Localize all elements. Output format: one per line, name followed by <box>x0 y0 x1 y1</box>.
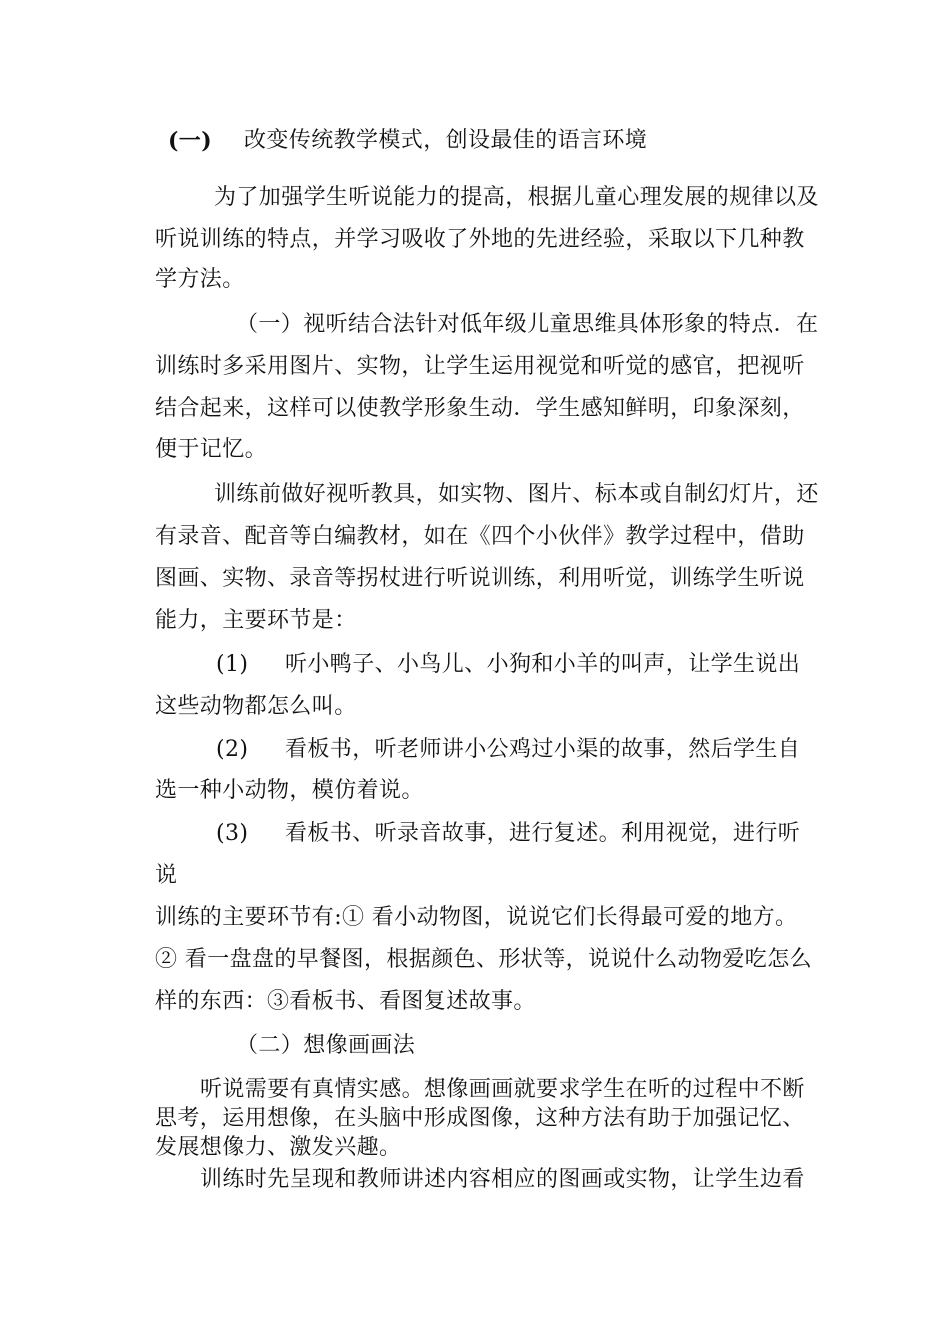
list-item-text: 选一种小动物，模仿着说。 <box>155 778 424 803</box>
list-item-number: (1) <box>216 652 249 677</box>
paragraph-line: 样的东西：③看板书、看图复述故事。 <box>155 989 536 1014</box>
section-heading: 改变传统教学模式，创设最佳的语言环境 <box>244 128 648 153</box>
paragraph-line: 训练的主要环节有:① 看小动物图，说说它们长得最可爱的地方。 <box>155 905 798 930</box>
paragraph-line: 图画、实物、录音等拐杖进行听说训练，利用听觉，训练学生听说 <box>155 566 805 591</box>
paragraph-line: 有录音、配音等白编教材，如在《四个小伙伴》教学过程中，借助 <box>155 524 805 549</box>
paragraph-line: 学方法。 <box>155 267 245 292</box>
subsection-heading: （二）想像画画法 <box>236 1033 416 1058</box>
paragraph-line: 训练时先呈现和教师讲述内容相应的图画或实物，让学生边看 <box>200 1167 805 1192</box>
list-item-text: 看板书，听老师讲小公鸡过小渠的故事，然后学生自 <box>285 737 801 762</box>
list-item-text: 听小鸭子、小鸟儿、小狗和小羊的叫声，让学生说出 <box>285 652 801 677</box>
paragraph-line: 能力，主要环节是： <box>155 608 357 633</box>
paragraph-line: ② 看一盘盘的早餐图，根据颜色、形状等，说说什么动物爱吃怎么 <box>155 947 812 972</box>
paragraph-line: 为了加强学生听说能力的提高，根据儿童心理发展的规律以及 <box>214 185 819 210</box>
section-number: (一) <box>168 128 213 154</box>
paragraph-line: 结合起来，这样可以使教学形象生动．学生感知鲜明，印象深刻， <box>155 396 805 421</box>
paragraph-line: 训练时多采用图片、实物，让学生运用视觉和听觉的感官，把视听 <box>155 354 805 379</box>
paragraph-line: （一）视听结合法针对低年级儿童思维具体形象的特点．在 <box>236 312 819 337</box>
paragraph-line: 听说需要有真情实感。想像画画就要求学生在听的过程中不断 <box>200 1077 805 1102</box>
paragraph-line: 思考，运用想像，在头脑中形成图像，这种方法有助于加强记忆、 <box>155 1106 805 1131</box>
paragraph-line: 便于记忆。 <box>155 437 268 462</box>
paragraph-line: 发展想像力、激发兴趣。 <box>155 1135 402 1160</box>
list-item-text: 说 <box>155 863 178 888</box>
paragraph-line: 训练前做好视听教具，如实物、图片、标本或自制幻灯片，还 <box>214 482 819 507</box>
list-item-number: (2) <box>216 737 249 762</box>
list-item-text: 这些动物都怎么叫。 <box>155 694 357 719</box>
paragraph-line: 听说训练的特点，并学习吸收了外地的先进经验，采取以下几种教 <box>155 227 805 252</box>
list-item-number: (3) <box>216 821 249 846</box>
list-item-text: 看板书、听录音故事，进行复述。利用视觉，进行听 <box>285 821 801 846</box>
